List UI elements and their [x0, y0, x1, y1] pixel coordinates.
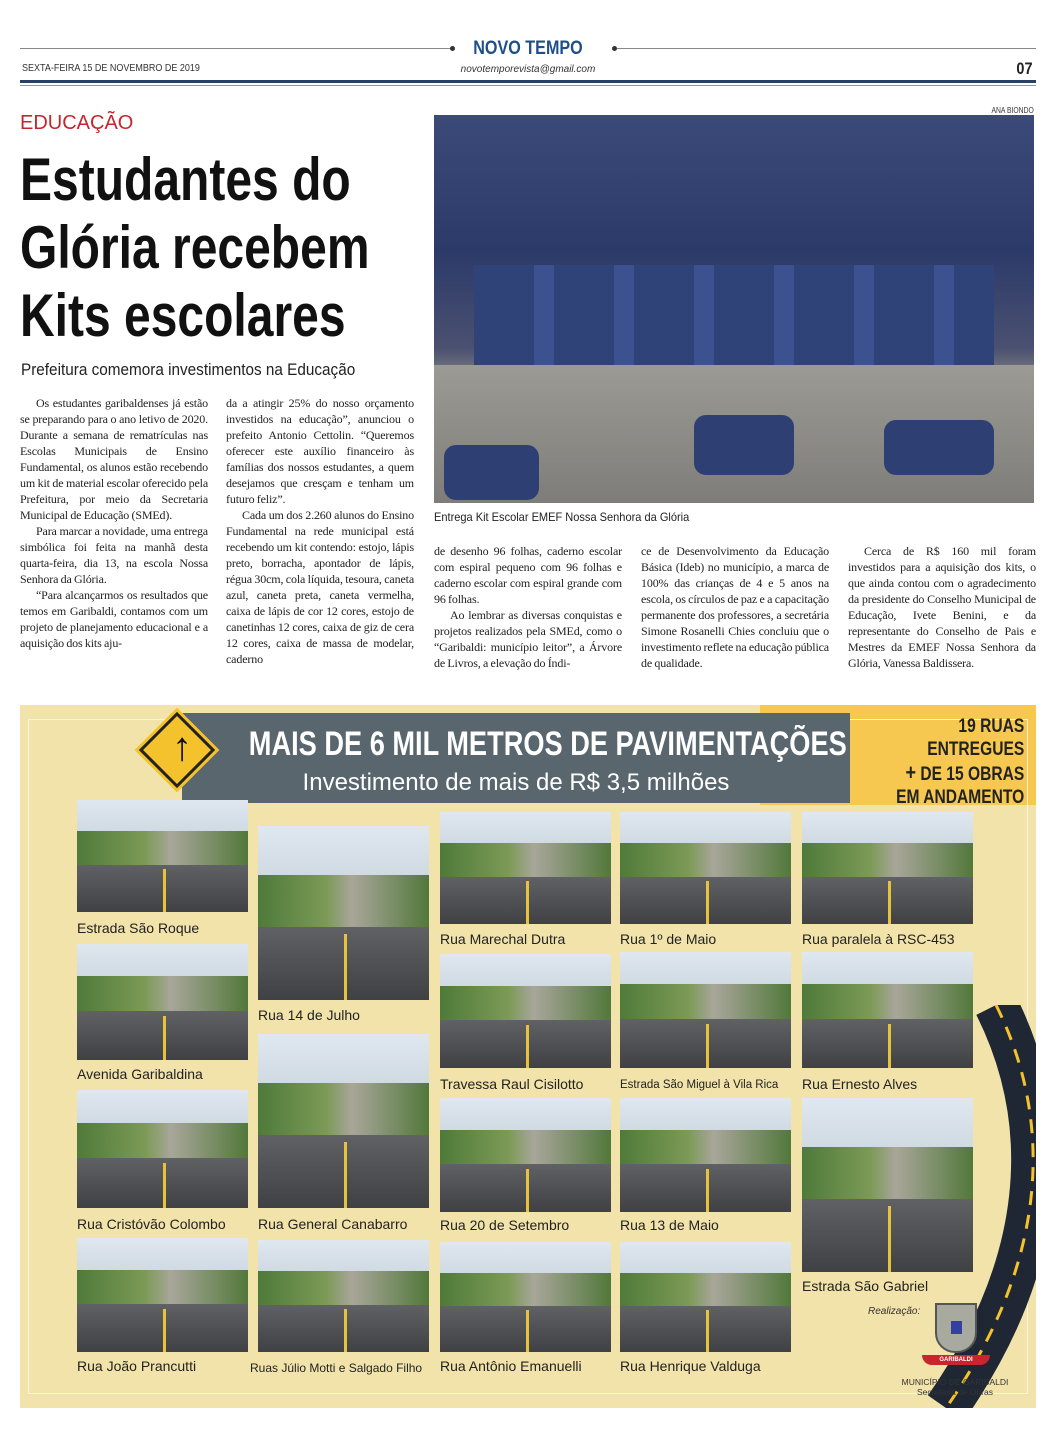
street-label: Travessa Raul Cisilotto — [440, 1076, 584, 1092]
street-photo — [258, 1034, 429, 1208]
street-photo — [440, 1242, 611, 1352]
masthead-rule-left — [20, 48, 450, 49]
photo-caption: Entrega Kit Escolar EMEF Nossa Senhora da Glória — [434, 510, 690, 524]
street-photo — [258, 826, 429, 1000]
street-label: Rua Antônio Emanuelli — [440, 1358, 582, 1374]
stat-line: DE 15 OBRAS — [920, 764, 1024, 785]
street-label: Ruas Júlio Motti e Salgado Filho — [250, 1361, 423, 1375]
paragraph: Para marcar a novidade, uma entrega simbólica foi feita na manhã desta quarta-feira, dia 13, na escola Nossa Senhora da Glória. — [20, 524, 208, 586]
photo-credit: ANA BIONDO — [991, 106, 1034, 115]
street-photo — [802, 812, 973, 924]
stat-line: 19 RUAS — [958, 716, 1024, 737]
street-label: Rua Cristóvão Colombo — [77, 1216, 226, 1232]
street-label: Rua Ernesto Alves — [802, 1076, 918, 1092]
municipality — [880, 1377, 1030, 1397]
headline-line: Glória recebem — [20, 214, 370, 281]
street-photo — [440, 954, 611, 1068]
headline-line: Estudantes do — [20, 146, 351, 213]
article-column-3 — [434, 543, 622, 671]
paragraph: Ao lembrar as diversas conquistas e projetos realizados pela SMEd, como o “Garibaldi: município leitor”, a Árvore de Livros, a elevação do Índi- — [434, 608, 622, 670]
realization-label: Realização: — [868, 1306, 921, 1317]
masthead-rule-right — [617, 48, 1036, 49]
street-photo — [440, 1098, 611, 1212]
headline — [20, 146, 370, 350]
article-column-4 — [641, 543, 829, 671]
street-photo — [620, 952, 791, 1068]
plus-icon: + — [905, 760, 916, 785]
street-label: Rua paralela à RSC-453 — [802, 931, 955, 947]
street-label: Estrada São Gabriel — [802, 1278, 929, 1294]
ad-stats — [896, 715, 1024, 809]
subtitle: Prefeitura comemora investimentos na Educação — [21, 360, 356, 379]
municipality-name: MUNICÍPIO DE GARIBALDI — [901, 1377, 1009, 1387]
street-label: Rua General Canabarro — [258, 1216, 408, 1232]
paragraph: da a atingir 25% do nosso orçamento investidos na educação”, anunciou o prefeito Antonio Cettolin. “Queremos oferecer este auxílio financeiro às famílias dos nossos estudantes, a quem desejamos que cresçam e tenham um futuro feliz”. — [226, 396, 414, 506]
ad-title: MAIS DE 6 MIL METROS DE PAVIMENTAÇÕES — [248, 725, 847, 763]
street-label: Rua 20 de Setembro — [440, 1217, 570, 1233]
street-photo — [77, 1090, 248, 1208]
page-number: 07 — [1016, 59, 1033, 78]
street-label: Rua 14 de Julho — [258, 1007, 360, 1023]
ad-subtitle: Investimento de mais de R$ 3,5 milhões — [302, 769, 730, 796]
street-photo — [620, 812, 791, 924]
street-photo — [620, 1098, 791, 1212]
street-photo — [802, 1098, 973, 1272]
article-column-2 — [226, 395, 414, 667]
title-bar — [182, 713, 850, 803]
street-label: Rua Marechal Dutra — [440, 931, 566, 947]
municipal-crest-icon — [935, 1303, 977, 1353]
street-label: Estrada São Miguel à Vila Rica — [620, 1079, 779, 1091]
street-label: Rua João Prancutti — [77, 1358, 197, 1374]
paragraph: Cerca de R$ 160 mil foram investidos para a aquisição dos kits, o que ainda contou com o agradecimento da presidente do Conselho Municipal de Educação, Ivete Benini, e da representante do Conselho de Pais e Mestres da EMEF Nossa Senhora da Glória, Vanessa Baldissera. — [848, 544, 1036, 670]
street-photo — [77, 1238, 248, 1352]
section-label: EDUCAÇÃO — [20, 112, 134, 134]
contact-email[interactable]: novotemporevista@gmail.com — [460, 64, 596, 75]
arrow-up-icon: ↑ — [172, 725, 192, 769]
newspaper-brand: NOVO TEMPO — [473, 38, 583, 59]
stat-line: ENTREGUES — [927, 739, 1024, 760]
street-photo — [258, 1240, 429, 1352]
street-photo — [77, 800, 248, 912]
masthead-rule-thin — [20, 85, 1036, 86]
stat-line: EM ANDAMENTO — [895, 787, 1024, 808]
street-label: Avenida Garibaldina — [77, 1066, 203, 1082]
issue-date: SEXTA-FEIRA 15 DE NOVEMBRO DE 2019 — [22, 63, 200, 74]
street-label: Estrada São Roque — [77, 920, 200, 936]
paragraph: Os estudantes garibaldenses já estão se preparando para o ano letivo de 2020. Durante a semana de rematrículas nas Escolas Municipais de Ensino Fundamental, os alunos estão recebendo um kit de material escolar oferecido pela Prefeitura, por meio da Secretaria Municipal de Educação (SMEd). — [20, 396, 208, 522]
article-column-5 — [848, 543, 1036, 671]
department-name: Secretaria de Obras — [916, 1387, 994, 1397]
street-photo — [440, 812, 611, 924]
street-photo — [620, 1242, 791, 1352]
paragraph: “Para alcançarmos os resultados que temos em Garibaldi, contamos com um projeto de planejamento educacional e a aquisição dos kits aju- — [20, 588, 208, 650]
street-label: Rua 13 de Maio — [620, 1217, 719, 1233]
paving-advertisement — [20, 705, 1036, 1408]
students-photo — [434, 115, 1034, 503]
paragraph: Cada um dos 2.260 alunos do Ensino Fundamental na rede municipal está recebendo um kit contendo: estojo, lápis preto, borracha, apontador de lápis, régua 30cm, cola líquida, tesoura, caneta azul, caneta preta, caneta vermelha, caixa de lápis de cor 12 cores, estojo de canetinhas 12 cores, caixa de giz de cera 12 cores, caixa de massa de modelar, caderno — [226, 508, 414, 666]
paragraph: de desenho 96 folhas, caderno escolar com espiral pequeno com 96 folhas e caderno escolar com espiral grande com 96 folhas. — [434, 544, 622, 606]
crest-ribbon: GARIBALDI — [922, 1355, 990, 1365]
street-photo — [77, 944, 248, 1060]
masthead-rule — [20, 80, 1036, 83]
street-label: Rua Henrique Valduga — [620, 1358, 761, 1374]
paragraph: ce de Desenvolvimento da Educação Básica (Ideb) no município, a marca de 100% das crianças de 4 e 5 anos na escola, os círculos de paz e a capacitação permanente dos professores, a secretária Simone Rosanelli Chies concluiu que o investimento reflete na educação pública de qualidade. — [641, 544, 829, 670]
article-column-1 — [20, 395, 208, 651]
street-photo — [802, 952, 973, 1068]
headline-line: Kits escolares — [20, 282, 346, 349]
street-label: Rua 1º de Maio — [620, 931, 717, 947]
